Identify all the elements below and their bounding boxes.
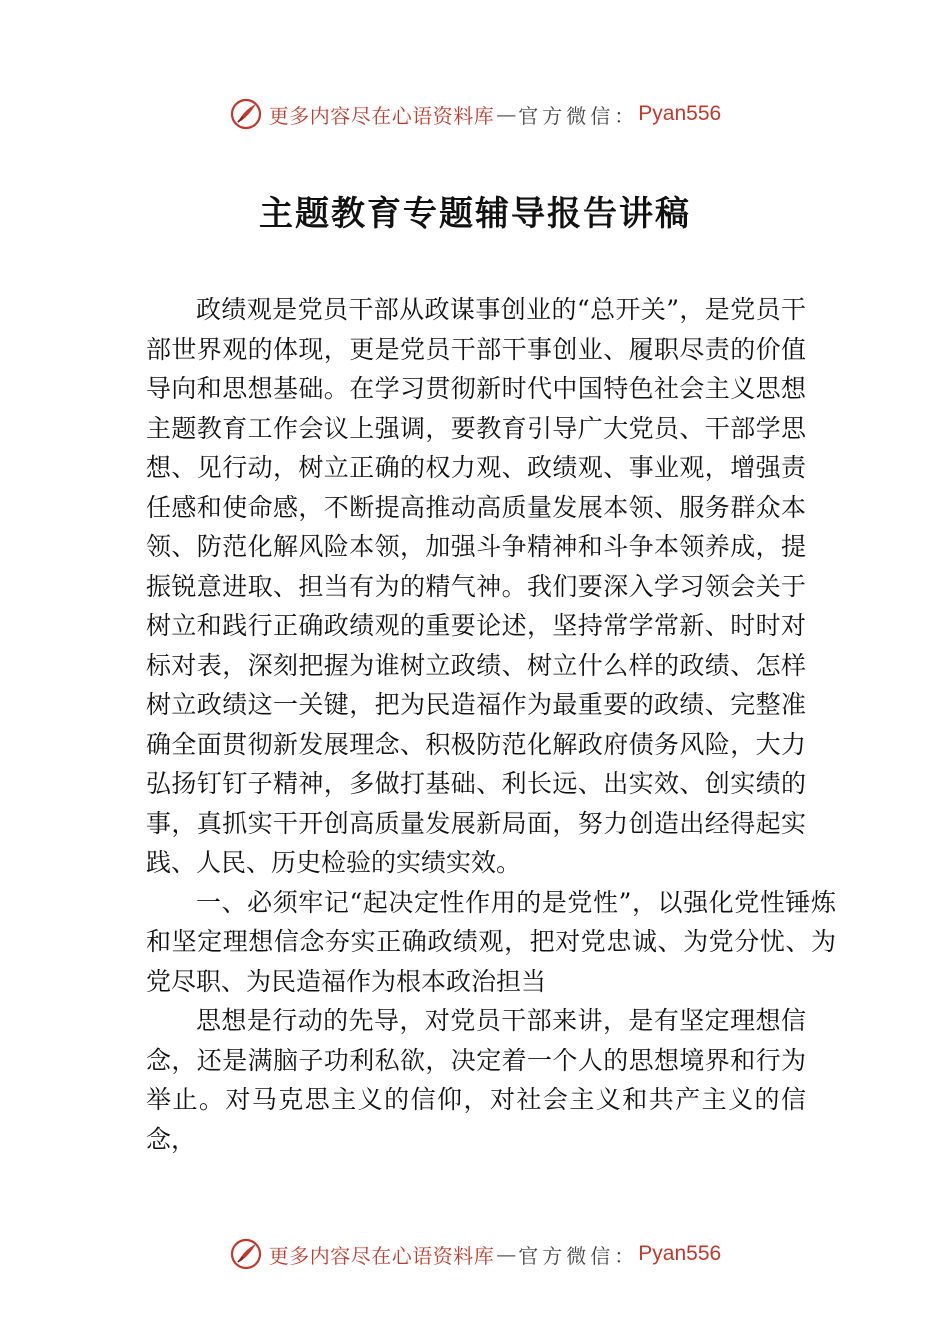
watermark-banner-top xyxy=(0,94,950,134)
paragraph-intro: 政绩观是党员干部从政谋事创业的“总开关”，是党员干部世界观的体现，更是党员干部干事创业、履职尽责的价值导向和思想基础。在学习贯彻新时代中国特色社会主义思想主题教育工作会议上强调，要教育引导广大党员、干部学思想、见行动，树立正确的权力观、政绩观、事业观，增强责任感和使命感，不断提高推动高质量发展本领、服务群众本领、防范化解风险本领，加强斗争精神和斗争本领养成，提振锐意进取、担当有为的精气神。我们要深入学习领会关于树立和践行正确政绩观的重要论述，坚持常学常新、时时对标对表，深刻把握为谁树立政绩、树立什么样的政绩、怎样树立政绩这一关键，把为民造福作为最重要的政绩、完整准确全面贯彻新发展理念、积极防范化解政府债务风险，大力弘扬钉钉子精神，多做打基础、利长远、出实效、创实绩的事，真抓实干开创高质量发展新局面，努力创造出经得起实践、人民、历史检验的实绩实效。 xyxy=(146,295,806,877)
watermark-wechat-id: Pyan556 xyxy=(638,1242,722,1265)
watermark-wechat-id: Pyan556 xyxy=(638,102,722,125)
quill-pen-icon xyxy=(229,1237,263,1271)
section-heading-1: 一、必须牢记“起决定性作用的是党性”，以强化党性锤炼和坚定理想信念夯实正确政绩观，把对党忠诚、为党分忧、为党尽职、为民造福作为根本政治担当 xyxy=(146,887,836,996)
document-title: 主题教育专题辅导报告讲稿 xyxy=(259,194,691,234)
watermark-brand: 更多内容尽在心语资料库 xyxy=(268,1243,495,1268)
paragraph-section-1: 思想是行动的先导，对党员干部来讲，是有坚定理想信念，还是满脑子功利私欲，决定着一个人的思想境界和行为举止。对马克思主义的信仰，对社会主义和共产主义的信念， xyxy=(146,1006,806,1154)
document-body xyxy=(146,290,836,1159)
watermark-banner-bottom xyxy=(0,1234,950,1274)
watermark-separator: — xyxy=(496,1242,517,1266)
quill-pen-icon xyxy=(229,97,263,131)
watermark-brand: 更多内容尽在心语资料库 xyxy=(268,103,495,128)
watermark-wechat-label: 官方微信： xyxy=(518,1243,639,1268)
watermark-wechat-label: 官方微信： xyxy=(518,103,639,128)
watermark-separator: — xyxy=(496,102,517,126)
